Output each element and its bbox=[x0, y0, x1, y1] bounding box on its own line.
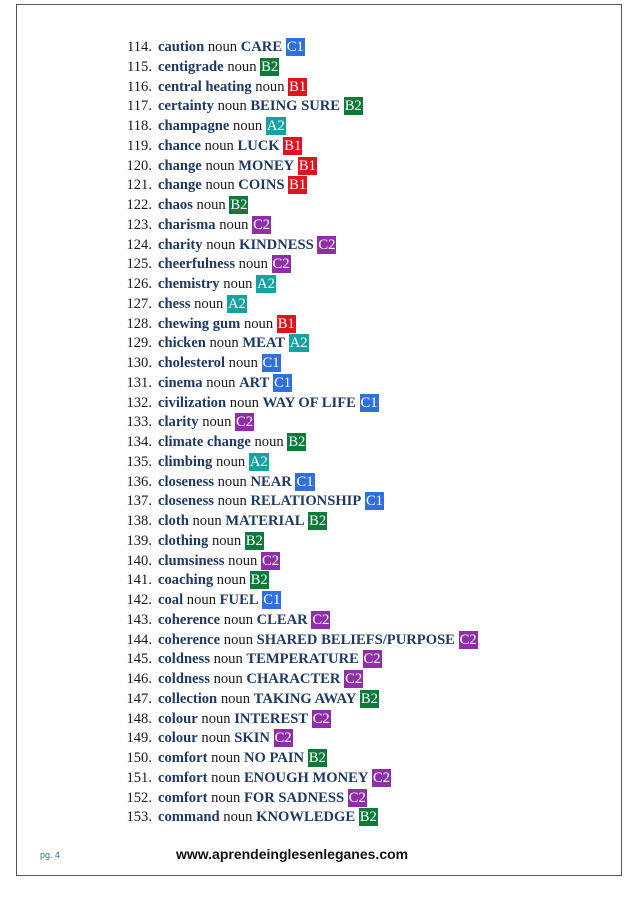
sense-label: KINDNESS bbox=[239, 236, 314, 253]
part-of-speech: noun bbox=[228, 552, 258, 569]
cefr-level-badge: C1 bbox=[360, 394, 378, 411]
part-of-speech: noun bbox=[211, 789, 241, 806]
cefr-level-badge: B2 bbox=[245, 532, 263, 549]
entry-number: 118. bbox=[127, 118, 152, 134]
entry-number: 125. bbox=[126, 256, 152, 273]
headword: closeness bbox=[158, 493, 214, 510]
headword: chess bbox=[158, 295, 191, 312]
sense-label: MATERIAL bbox=[225, 513, 305, 529]
part-of-speech: noun bbox=[213, 671, 243, 687]
list-item bbox=[100, 334, 600, 354]
sense-label: FOR SADNESS bbox=[243, 789, 345, 806]
entry-number: 144. bbox=[126, 631, 152, 648]
list-item bbox=[100, 670, 600, 690]
sense-label: MEAT bbox=[242, 335, 286, 352]
cefr-level-badge: B2 bbox=[230, 197, 248, 213]
headword: command bbox=[158, 809, 220, 826]
list-item bbox=[100, 571, 600, 591]
entry-number: 120. bbox=[126, 157, 152, 174]
part-of-speech: noun bbox=[215, 453, 246, 470]
sense-label: NO PAIN bbox=[243, 750, 305, 766]
entry-number: 127. bbox=[126, 295, 152, 312]
part-of-speech: noun bbox=[228, 355, 258, 371]
list-item bbox=[100, 769, 600, 789]
headword: charisma bbox=[158, 216, 216, 233]
part-of-speech: noun bbox=[217, 473, 247, 490]
list-item bbox=[100, 97, 600, 117]
cefr-level-badge: B2 bbox=[250, 572, 268, 589]
headword: coherence bbox=[158, 631, 221, 648]
part-of-speech: noun bbox=[192, 513, 222, 529]
headword: colour bbox=[158, 710, 198, 727]
cefr-level-badge: B1 bbox=[289, 78, 307, 95]
cefr-level-badge: C2 bbox=[236, 414, 254, 431]
entry-number: 128. bbox=[126, 315, 152, 332]
part-of-speech: noun bbox=[213, 651, 243, 668]
list-item bbox=[100, 157, 600, 177]
sense-label: SKIN bbox=[234, 730, 270, 747]
part-of-speech: noun bbox=[223, 809, 253, 826]
list-item bbox=[100, 473, 600, 493]
headword: colour bbox=[158, 730, 198, 747]
entry-number: 152. bbox=[126, 789, 152, 806]
part-of-speech: noun bbox=[220, 690, 251, 707]
headword: cholesterol bbox=[158, 355, 226, 371]
cefr-level-badge: C2 bbox=[363, 651, 381, 668]
cefr-level-badge: A2 bbox=[249, 453, 268, 470]
list-item bbox=[100, 532, 600, 552]
entry-number: 143. bbox=[126, 611, 152, 628]
sense-label: SHARED BELIEFS/PURPOSE bbox=[256, 631, 455, 648]
part-of-speech: noun bbox=[206, 236, 236, 253]
sense-label: RELATIONSHIP bbox=[250, 493, 362, 510]
list-item bbox=[100, 354, 600, 374]
list-item bbox=[100, 374, 600, 394]
headword: coldness bbox=[158, 651, 210, 668]
list-item bbox=[100, 512, 600, 532]
sense-label: BEING SURE bbox=[250, 98, 341, 115]
cefr-level-badge: B2 bbox=[261, 58, 279, 75]
list-item bbox=[100, 749, 600, 769]
headword: chicken bbox=[158, 335, 206, 352]
part-of-speech: noun bbox=[217, 493, 247, 510]
list-item bbox=[100, 413, 600, 433]
cefr-level-badge: C2 bbox=[272, 256, 290, 273]
entry-number: 147. bbox=[126, 690, 152, 707]
sense-label: CARE bbox=[240, 39, 283, 55]
list-item bbox=[100, 611, 600, 631]
entry-number: 122. bbox=[126, 197, 152, 213]
cefr-level-badge: B2 bbox=[309, 513, 327, 529]
entry-number: 123. bbox=[126, 216, 152, 233]
part-of-speech: noun bbox=[219, 216, 249, 233]
cefr-level-badge: A2 bbox=[266, 118, 285, 134]
cefr-level-badge: C2 bbox=[318, 236, 336, 253]
part-of-speech: noun bbox=[233, 118, 263, 134]
part-of-speech: noun bbox=[254, 434, 284, 450]
entry-number: 136. bbox=[126, 473, 152, 490]
entry-number: 142. bbox=[126, 592, 152, 608]
sense-label: ENOUGH MONEY bbox=[243, 769, 369, 786]
cefr-level-badge: C2 bbox=[348, 789, 366, 806]
list-item bbox=[100, 492, 600, 512]
list-item bbox=[100, 433, 600, 453]
cefr-level-badge: A2 bbox=[227, 295, 246, 312]
headword: comfort bbox=[158, 769, 208, 786]
sense-label: WAY OF LIFE bbox=[262, 394, 356, 411]
headword: closeness bbox=[158, 473, 214, 490]
headword: climbing bbox=[158, 453, 213, 470]
list-item bbox=[100, 808, 600, 828]
part-of-speech: noun bbox=[205, 177, 235, 194]
sense-label: CHARACTER bbox=[246, 671, 341, 687]
headword: cinema bbox=[158, 374, 203, 391]
cefr-level-badge: B2 bbox=[359, 809, 377, 826]
list-item bbox=[100, 117, 600, 137]
entry-number: 126. bbox=[126, 276, 152, 292]
vocabulary-list bbox=[100, 38, 600, 828]
cefr-level-badge: B2 bbox=[308, 750, 326, 766]
headword: climate change bbox=[158, 434, 251, 450]
headword: certainty bbox=[158, 98, 214, 115]
entry-number: 119. bbox=[127, 137, 152, 154]
entry-number: 141. bbox=[126, 572, 152, 589]
headword: clothing bbox=[158, 532, 209, 549]
part-of-speech: noun bbox=[216, 572, 246, 589]
part-of-speech: noun bbox=[204, 137, 234, 154]
cefr-level-badge: B1 bbox=[298, 157, 316, 174]
sense-label: KNOWLEDGE bbox=[256, 809, 356, 826]
entry-number: 132. bbox=[126, 394, 152, 411]
cefr-level-badge: C2 bbox=[345, 671, 363, 687]
headword: change bbox=[158, 177, 202, 194]
part-of-speech: noun bbox=[229, 394, 259, 411]
list-item bbox=[100, 38, 600, 58]
headword: coaching bbox=[158, 572, 214, 589]
part-of-speech: noun bbox=[186, 592, 216, 608]
sense-label: INTEREST bbox=[234, 710, 309, 727]
list-item bbox=[100, 789, 600, 809]
entry-number: 146. bbox=[126, 671, 152, 687]
cefr-level-badge: C2 bbox=[312, 611, 330, 628]
headword: chemistry bbox=[158, 276, 220, 292]
sense-label: COINS bbox=[238, 177, 285, 194]
part-of-speech: noun bbox=[205, 157, 235, 174]
entry-number: 116. bbox=[127, 78, 152, 95]
entry-number: 153. bbox=[126, 809, 152, 826]
entry-number: 145. bbox=[126, 651, 152, 668]
headword: cheerfulness bbox=[158, 256, 236, 273]
headword: caution bbox=[158, 39, 205, 55]
footer-website-link[interactable]: www.aprendeinglesenleganes.com bbox=[176, 846, 409, 862]
sense-label: TEMPERATURE bbox=[246, 651, 359, 668]
entry-number: 137. bbox=[126, 493, 152, 510]
cefr-level-badge: C2 bbox=[312, 710, 330, 727]
part-of-speech: noun bbox=[211, 769, 241, 786]
headword: civilization bbox=[158, 394, 227, 411]
entry-number: 114. bbox=[127, 39, 152, 55]
part-of-speech: noun bbox=[196, 197, 226, 213]
cefr-level-badge: C1 bbox=[263, 592, 281, 608]
headword: collection bbox=[158, 690, 218, 707]
entry-number: 149. bbox=[126, 730, 152, 747]
entry-number: 115. bbox=[127, 58, 152, 75]
sense-label: LUCK bbox=[237, 137, 280, 154]
headword: centigrade bbox=[158, 58, 224, 75]
part-of-speech: noun bbox=[223, 611, 253, 628]
part-of-speech: noun bbox=[207, 39, 238, 55]
headword: coal bbox=[158, 592, 184, 608]
part-of-speech: noun bbox=[238, 256, 268, 273]
part-of-speech: noun bbox=[201, 730, 231, 747]
cefr-level-badge: B1 bbox=[284, 137, 302, 154]
cefr-level-badge: C1 bbox=[365, 493, 383, 510]
entry-number: 151. bbox=[126, 769, 152, 786]
part-of-speech: noun bbox=[255, 78, 285, 95]
entry-number: 135. bbox=[126, 453, 152, 470]
headword: champagne bbox=[158, 118, 230, 134]
sense-label: CLEAR bbox=[256, 611, 308, 628]
cefr-level-badge: C1 bbox=[286, 39, 304, 55]
headword: charity bbox=[158, 236, 203, 253]
entry-number: 138. bbox=[126, 513, 152, 529]
part-of-speech: noun bbox=[206, 374, 236, 391]
cefr-level-badge: C2 bbox=[253, 216, 271, 233]
headword: chewing gum bbox=[158, 315, 241, 332]
headword: clarity bbox=[158, 414, 199, 431]
list-item bbox=[100, 729, 600, 749]
part-of-speech: noun bbox=[243, 315, 274, 332]
cefr-level-badge: C1 bbox=[274, 374, 292, 391]
list-item bbox=[100, 552, 600, 572]
list-item bbox=[100, 137, 600, 157]
cefr-level-badge: A2 bbox=[289, 335, 308, 352]
entry-number: 129. bbox=[126, 335, 152, 352]
list-item bbox=[100, 255, 600, 275]
cefr-level-badge: B2 bbox=[360, 690, 378, 707]
entry-number: 133. bbox=[126, 414, 152, 431]
list-item bbox=[100, 176, 600, 196]
headword: chance bbox=[158, 137, 201, 154]
sense-label: NEAR bbox=[250, 473, 292, 490]
cefr-level-badge: C2 bbox=[262, 552, 280, 569]
entry-number: 148. bbox=[126, 710, 152, 727]
list-item bbox=[100, 315, 600, 335]
list-item bbox=[100, 394, 600, 414]
entry-number: 117. bbox=[127, 98, 152, 115]
sense-label: FUEL bbox=[219, 592, 259, 608]
cefr-level-badge: A2 bbox=[257, 276, 275, 292]
entry-number: 134. bbox=[126, 434, 152, 450]
part-of-speech: noun bbox=[209, 335, 239, 352]
cefr-level-badge: B2 bbox=[288, 434, 306, 450]
entry-number: 130. bbox=[126, 355, 152, 371]
part-of-speech: noun bbox=[194, 295, 224, 312]
cefr-level-badge: B1 bbox=[289, 177, 307, 194]
part-of-speech: noun bbox=[217, 98, 247, 115]
sense-label: MONEY bbox=[238, 157, 295, 174]
sense-label: TAKING AWAY bbox=[253, 690, 357, 707]
entry-number: 121. bbox=[126, 177, 152, 194]
headword: clumsiness bbox=[158, 552, 225, 569]
page-number: pg. 4 bbox=[40, 850, 61, 860]
part-of-speech: noun bbox=[211, 750, 241, 766]
part-of-speech: noun bbox=[223, 631, 253, 648]
headword: comfort bbox=[158, 750, 208, 766]
headword: comfort bbox=[158, 789, 208, 806]
part-of-speech: noun bbox=[211, 532, 242, 549]
cefr-level-badge: B1 bbox=[277, 315, 295, 332]
part-of-speech: noun bbox=[201, 710, 231, 727]
list-item bbox=[100, 295, 600, 315]
cefr-level-badge: C1 bbox=[296, 473, 314, 490]
cefr-level-badge: C1 bbox=[262, 355, 280, 371]
headword: chaos bbox=[158, 197, 193, 213]
headword: cloth bbox=[158, 513, 189, 529]
entry-number: 131. bbox=[126, 374, 152, 391]
entry-number: 124. bbox=[126, 236, 152, 253]
list-item bbox=[100, 275, 600, 295]
cefr-level-badge: C2 bbox=[373, 769, 391, 786]
cefr-level-badge: C2 bbox=[459, 631, 477, 648]
part-of-speech: noun bbox=[227, 58, 257, 75]
headword: coherence bbox=[158, 611, 221, 628]
list-item bbox=[100, 631, 600, 651]
sense-label: ART bbox=[239, 374, 270, 391]
cefr-level-badge: C2 bbox=[274, 730, 292, 747]
headword: central heating bbox=[158, 78, 252, 95]
list-item bbox=[100, 650, 600, 670]
part-of-speech: noun bbox=[223, 276, 253, 292]
list-item bbox=[100, 58, 600, 78]
list-item bbox=[100, 236, 600, 256]
list-item bbox=[100, 710, 600, 730]
list-item bbox=[100, 216, 600, 236]
list-item bbox=[100, 453, 600, 473]
part-of-speech: noun bbox=[202, 414, 232, 431]
cefr-level-badge: B2 bbox=[344, 98, 362, 115]
entry-number: 140. bbox=[126, 552, 152, 569]
headword: coldness bbox=[158, 671, 210, 687]
headword: change bbox=[158, 157, 202, 174]
list-item bbox=[100, 196, 600, 216]
entry-number: 139. bbox=[126, 532, 152, 549]
list-item bbox=[100, 690, 600, 710]
list-item bbox=[100, 78, 600, 98]
list-item bbox=[100, 591, 600, 611]
entry-number: 150. bbox=[126, 750, 152, 766]
